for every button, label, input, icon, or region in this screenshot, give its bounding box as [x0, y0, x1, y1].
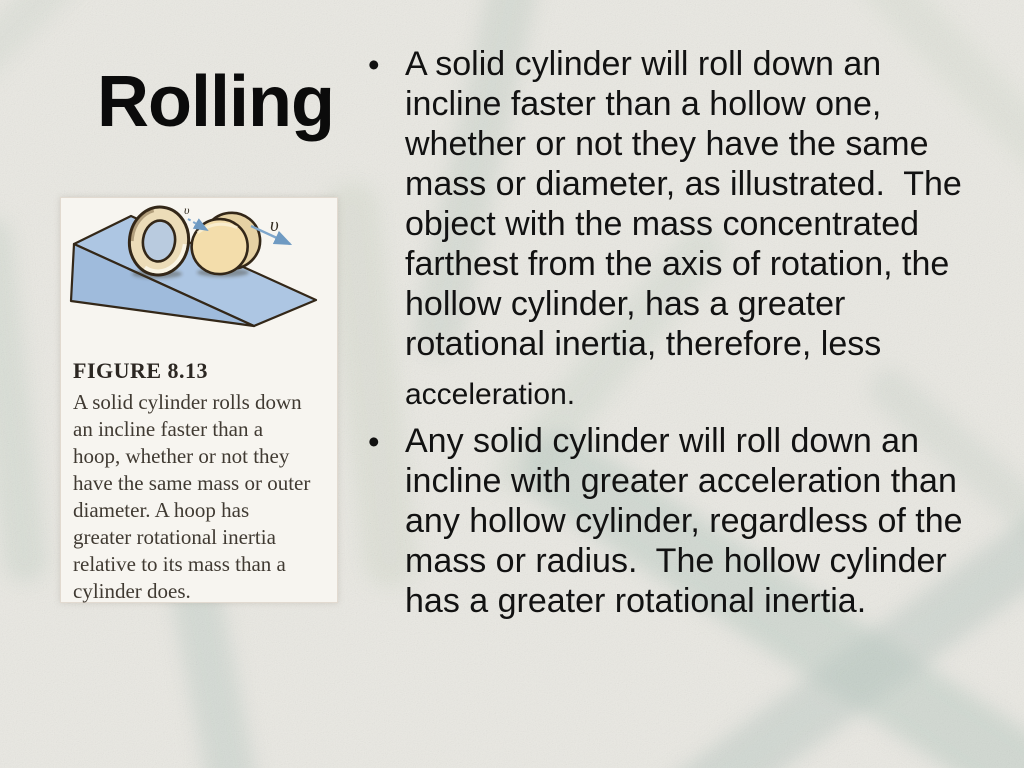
text-line: relative to its mass than a — [73, 552, 286, 576]
text-line: object with the mass concentrated — [405, 205, 920, 243]
text-line: cylinder does. — [73, 579, 191, 603]
text-line: whether or not they have the same — [405, 125, 929, 163]
text-line: greater rotational inertia — [73, 525, 276, 549]
text-line: rotational inertia, therefore, less — [405, 325, 882, 363]
bullet-marker: • — [368, 423, 380, 460]
text-line: has a greater rotational inertia. — [405, 582, 867, 620]
figure-caption-title: FIGURE 8.13 — [73, 358, 209, 383]
figure-caption — [61, 352, 337, 605]
text-line: have the same mass or outer — [73, 471, 311, 495]
cylinder-velocity-label: υ — [270, 215, 279, 236]
text-line: acceleration. — [405, 378, 576, 411]
text-line: A solid cylinder rolls down — [73, 390, 302, 414]
text-line: incline faster than a hollow one, — [405, 85, 882, 123]
hoop-velocity-label: υ — [184, 203, 190, 217]
text-line: incline with greater acceleration than — [405, 462, 957, 500]
incline-illustration — [61, 200, 337, 352]
text-line: diameter. A hoop has — [73, 498, 250, 522]
bullet-item-2 — [368, 421, 963, 621]
text-line: Any solid cylinder will roll down an — [405, 422, 920, 460]
bullet-text-1 — [405, 44, 962, 413]
figure-panel — [60, 197, 338, 603]
text-line: any hollow cylinder, regardless of the — [405, 502, 963, 540]
text-line: A solid cylinder will roll down an — [405, 45, 882, 83]
bullet-text-2 — [405, 421, 963, 621]
cylinder-shape — [188, 210, 263, 277]
bullet-item-1 — [368, 44, 962, 413]
text-line: hollow cylinder, has a greater — [405, 285, 846, 323]
figure-caption-text — [73, 389, 331, 605]
text-line: an incline faster than a — [73, 417, 264, 441]
text-line: farthest from the axis of rotation, the — [405, 245, 950, 283]
page-title: Rolling — [97, 62, 334, 142]
bullet-marker: • — [368, 46, 380, 83]
text-line: hoop, whether or not they — [73, 444, 290, 468]
text-line: mass or diameter, as illustrated. The — [405, 165, 962, 203]
incline-wedge — [71, 216, 316, 326]
text-line: mass or radius. The hollow cylinder — [405, 542, 947, 580]
